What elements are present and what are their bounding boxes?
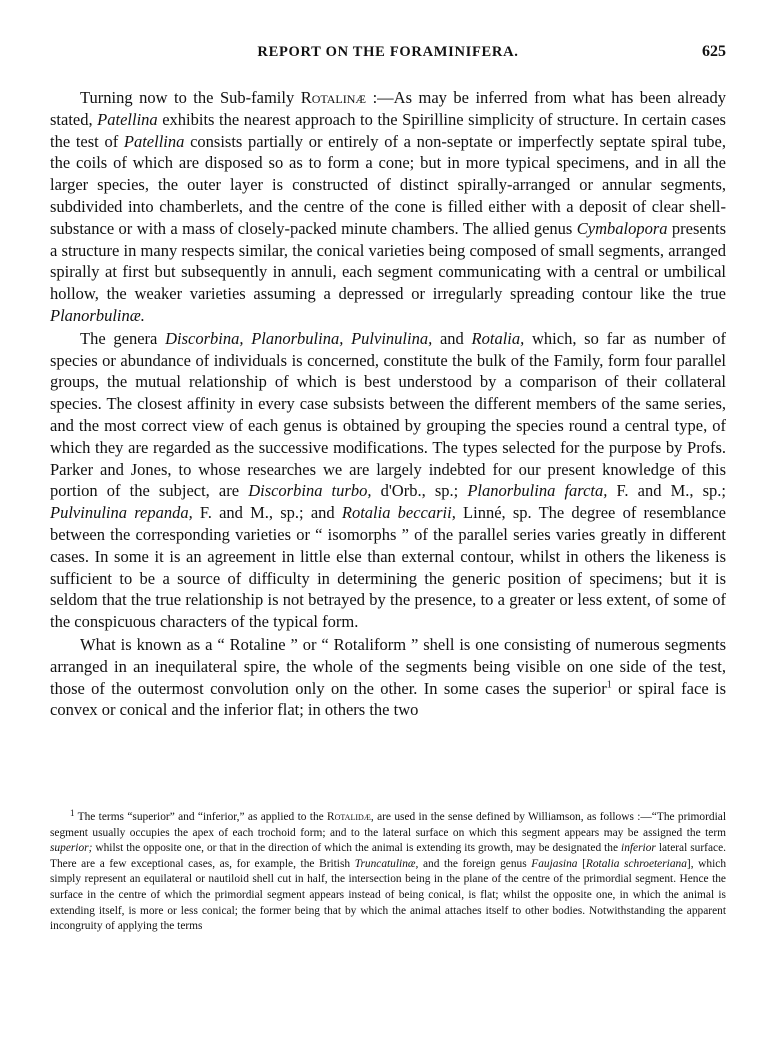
text-run: d'Orb., sp.; [371, 481, 468, 501]
genus-name: Rotalia, [471, 328, 525, 348]
text-run: F. and M., sp.; [607, 481, 727, 501]
page-number: 625 [702, 43, 726, 60]
species-name: Discorbina turbo, [248, 481, 372, 501]
body-text [50, 87, 726, 721]
text-run: and the foreign genus [418, 857, 532, 870]
footnote-marker: 1 [70, 808, 75, 818]
running-head [50, 44, 726, 66]
text-run: presents a structure in many respects similar, the conical varieties being composed of small segments, arranged spirally at first but subsequently in annuli, each segment communicating with a central or umbilical hollow, the weaker varieties assuming a depressed or irregularly spreading contour like the true [50, 218, 726, 304]
text-run: which, so far as number of species or abundance of individuals is concerned, constitute the bulk of the Family, form four parallel groups, the mutual relationship of which is best understood by a comparison of their collateral species. The closest affinity in every case subsists between the different members of the same series, and the most correct view of each genus is obtained by grouping the species round a central type, of which they are regarded as the successive modifications. The types selected for the purpose by Profs. Parker and Jones, to whose researches we are largely indebted for our present knowledge of this portion of the subject, are [50, 328, 727, 501]
subfamily-name: Rotalinæ [300, 88, 367, 107]
text-run: [ [577, 857, 586, 870]
text-run: The genera [80, 328, 166, 348]
text-run: consists partially or entirely of a non-septate or imperfectly septate spiral tube, the coils of which are disposed so as to form a cone; but in more typical specimens, and in all the larger species, the outer layer is constructed of distinct spirally-arranged or annular segments, subdivided into chamberlets, and the centre of the cone is filled either with a deposit of clear shell-substance or with a mass of closely-packed minute chambers. The allied genus [50, 131, 726, 238]
footnote [50, 810, 726, 935]
genus-name: Patellina [97, 109, 158, 129]
genus-name: Faujasina [531, 857, 578, 870]
family-name: Rotalidæ [327, 811, 371, 823]
text-run: F. and M., sp.; and [192, 503, 342, 523]
species-name: Rotalia schroeteriana [585, 857, 687, 870]
text-run: lateral surface. There are a few exceptional cases, as, for example, the British [50, 842, 726, 870]
header-title: REPORT ON THE FORAMINIFERA. [257, 44, 519, 60]
genus-name: Cymbalopora [576, 218, 668, 238]
text-run: The terms “superior” and “inferior,” as applied to the [74, 811, 328, 823]
text-run: and [432, 328, 472, 348]
paragraph-rotalinae [50, 87, 726, 327]
emphasis: inferior [621, 842, 656, 855]
footnote-reference[interactable]: 1 [606, 679, 612, 691]
footnote-text [50, 810, 726, 935]
text-run: , are used in the sense defined by Williamson, as follows :—“The primordial segment usually occupies the apex of each trochoid form; and to the lateral surface on which this segment appears may be assigned the term [50, 811, 726, 839]
text-run: ], which simply represent an equilateral or nautiloid shell cut in half, the intersection being in the plane of the centre of the primordial segment. Hence the surface in the centre of which the primordial segment appears instead of being conical, is flat; whilst the opposite one, in which the animal is extending itself, is more or less conical; the former being that by which the animal attaches itself to other bodies. Notwithstanding the apparent incongruity of applying the terms [50, 857, 727, 933]
genus-name: Patellina [123, 131, 185, 151]
species-name: Rotalia beccarii, [341, 503, 456, 523]
genus-names: Discorbina, Planorbulina, Pulvinulina, [165, 328, 433, 348]
text-run: exhibits the nearest approach to the Spirilline simplicity of structure. In certain cases the test of [50, 109, 726, 151]
species-name: Pulvinulina repanda, [50, 503, 193, 523]
genus-name: Truncatulinæ, [354, 857, 419, 870]
text-run: :—As may be inferred from what has been already stated, [50, 88, 726, 129]
species-name: Planorbulina farcta, [467, 481, 608, 501]
paragraph-rotaline-shell [50, 634, 726, 721]
text-run: Turning now to the Sub-family [80, 88, 301, 107]
text-run: What is known as a “ Rotaline ” or “ Rotaliform ” shell is one consisting of numerous segments arranged in an inequilateral spire, the whole of the segments being visible on one side of the test, those of the outermost convolution only on the other. In some cases the superior [50, 634, 726, 698]
paragraph-genera [50, 328, 726, 633]
text-run: whilst the opposite one, or that in the direction of which the animal is extending its growth, may be designated the [92, 842, 622, 855]
genus-name: Planorbulinæ. [50, 305, 145, 325]
text-run: or spiral face is convex or conical and the inferior flat; in others the two [50, 678, 726, 720]
text-run: Linné, sp. The degree of resemblance between the corresponding varieties or “ isomorphs ” of the parallel series varies greatly in different cases. In some it is an agreement in little else than external contour, whilst in others the likeness is sufficient to be a source of difficulty in determining the generic position of specimens; but it is seldom that the true relationship is not betrayed by the presence, to a greater or less extent, of some of the conspicuous characters of the typical form. [50, 503, 726, 632]
emphasis: superior; [50, 842, 93, 855]
